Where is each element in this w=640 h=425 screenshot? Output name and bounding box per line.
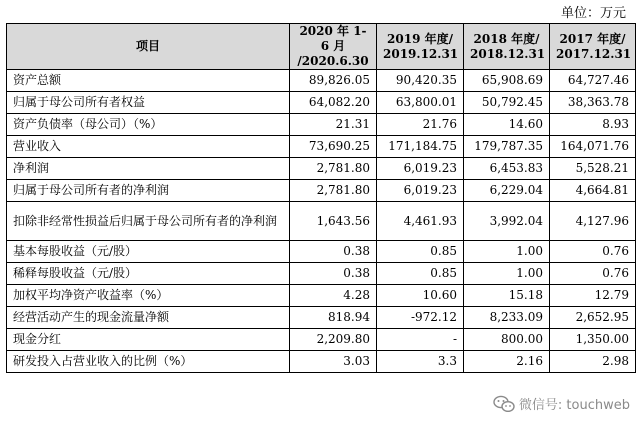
row-label: 资产总额	[7, 70, 290, 92]
row-value: 3.03	[290, 351, 377, 373]
table-row	[7, 114, 636, 136]
row-value: 64,082.20	[290, 92, 377, 114]
watermark	[493, 394, 630, 413]
row-label: 基本每股收益（元/股）	[7, 241, 290, 263]
row-value: 8,233.09	[464, 307, 550, 329]
row-value: 21.31	[290, 114, 377, 136]
row-value: 21.76	[377, 114, 464, 136]
table-row	[7, 329, 636, 351]
row-value: 2,781.80	[290, 158, 377, 180]
row-value: 6,019.23	[377, 180, 464, 202]
row-value: 6,019.23	[377, 158, 464, 180]
row-value: 12.79	[550, 285, 636, 307]
row-value: 1,643.56	[290, 202, 377, 241]
unit-label: 单位：万元	[560, 6, 626, 21]
table-row	[7, 136, 636, 158]
row-value: -	[377, 329, 464, 351]
row-label: 现金分红	[7, 329, 290, 351]
row-value: 90,420.35	[377, 70, 464, 92]
row-label: 归属于母公司所有者权益	[7, 92, 290, 114]
table-row	[7, 158, 636, 180]
table-header	[7, 24, 636, 70]
row-value: 4,461.93	[377, 202, 464, 241]
table-row	[7, 92, 636, 114]
row-value: 0.76	[550, 241, 636, 263]
row-value: 4,664.81	[550, 180, 636, 202]
table-row	[7, 202, 636, 241]
row-value: 50,792.45	[464, 92, 550, 114]
row-value: 2.98	[550, 351, 636, 373]
table-row	[7, 263, 636, 285]
table-row	[7, 307, 636, 329]
header-period-2020h1: 2020 年 1-6 月 /2020.6.30	[290, 24, 377, 70]
row-label: 资产负债率（母公司）（%）	[7, 114, 290, 136]
row-value: 64,727.46	[550, 70, 636, 92]
header-period-2017: 2017 年度/ 2017.12.31	[550, 24, 636, 70]
row-value: 6,453.83	[464, 158, 550, 180]
row-value: 63,800.01	[377, 92, 464, 114]
row-value: 6,229.04	[464, 180, 550, 202]
row-value: 818.94	[290, 307, 377, 329]
row-value: 0.38	[290, 263, 377, 285]
row-value: 10.60	[377, 285, 464, 307]
table-row	[7, 70, 636, 92]
row-value: 4,127.96	[550, 202, 636, 241]
row-value: 0.85	[377, 263, 464, 285]
row-value: 8.93	[550, 114, 636, 136]
wechat-logo-icon	[493, 395, 515, 413]
row-value: 0.76	[550, 263, 636, 285]
row-value: 0.85	[377, 241, 464, 263]
row-value: 14.60	[464, 114, 550, 136]
row-value: 15.18	[464, 285, 550, 307]
header-period-2018: 2018 年度/ 2018.12.31	[464, 24, 550, 70]
table-row	[7, 351, 636, 373]
row-value: -972.12	[377, 307, 464, 329]
row-value: 65,908.69	[464, 70, 550, 92]
row-value: 89,826.05	[290, 70, 377, 92]
row-label: 扣除非经常性损益后归属于母公司所有者的净利润	[7, 202, 290, 241]
row-label: 经营活动产生的现金流量净额	[7, 307, 290, 329]
table-row	[7, 285, 636, 307]
row-value: 4.28	[290, 285, 377, 307]
header-item: 项目	[7, 24, 290, 70]
table-row	[7, 180, 636, 202]
table-row	[7, 241, 636, 263]
row-value: 73,690.25	[290, 136, 377, 158]
row-value: 171,184.75	[377, 136, 464, 158]
row-label: 净利润	[7, 158, 290, 180]
row-value: 1.00	[464, 241, 550, 263]
row-value: 2,781.80	[290, 180, 377, 202]
watermark-text: 微信号: touchweb	[518, 398, 630, 413]
row-value: 2.16	[464, 351, 550, 373]
row-value: 1,350.00	[550, 329, 636, 351]
header-period-2019: 2019 年度/ 2019.12.31	[377, 24, 464, 70]
row-label: 营业收入	[7, 136, 290, 158]
row-value: 2,209.80	[290, 329, 377, 351]
row-value: 38,363.78	[550, 92, 636, 114]
row-value: 179,787.35	[464, 136, 550, 158]
financial-table	[6, 23, 636, 373]
row-label: 归属于母公司所有者的净利润	[7, 180, 290, 202]
row-value: 0.38	[290, 241, 377, 263]
row-label: 研发投入占营业收入的比例（%）	[7, 351, 290, 373]
row-value: 3,992.04	[464, 202, 550, 241]
row-value: 1.00	[464, 263, 550, 285]
table-body	[7, 70, 636, 373]
row-value: 164,071.76	[550, 136, 636, 158]
row-value: 2,652.95	[550, 307, 636, 329]
row-label: 稀释每股收益（元/股）	[7, 263, 290, 285]
row-value: 3.3	[377, 351, 464, 373]
row-label: 加权平均净资产收益率（%）	[7, 285, 290, 307]
row-value: 5,528.21	[550, 158, 636, 180]
row-value: 800.00	[464, 329, 550, 351]
